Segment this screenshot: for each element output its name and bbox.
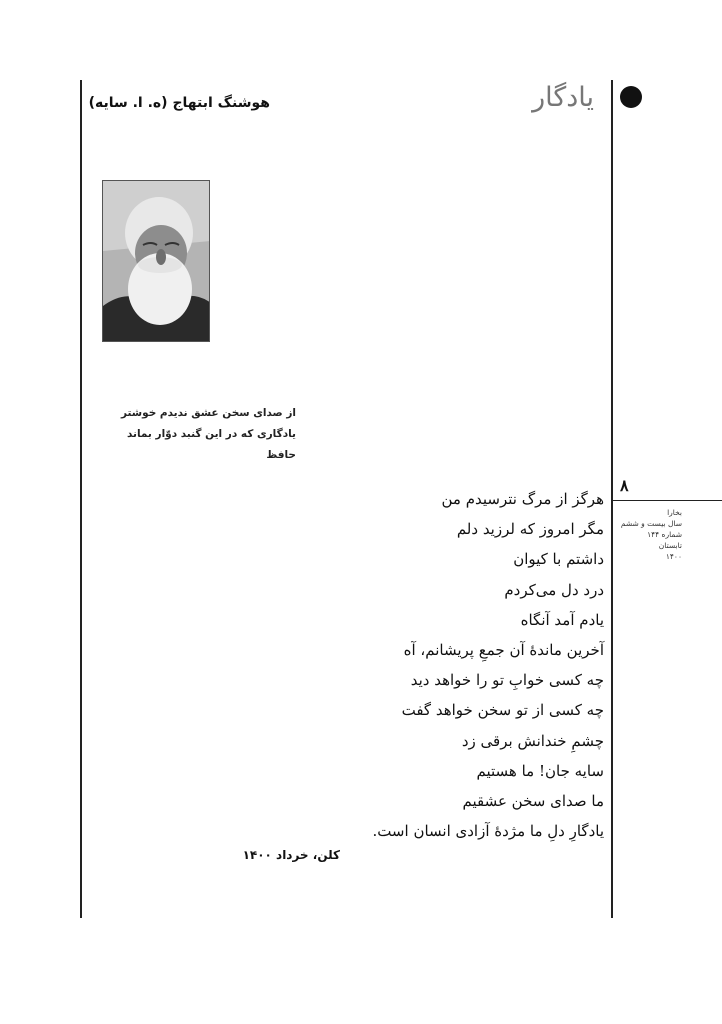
epigraph-line: یادگاری که در این گنبد دوّار بماند (126, 428, 296, 440)
poem-line: یادگارِ دلِ ما مژدهٔ آزادی انسان است. (372, 822, 604, 841)
poem-line: داشتم با کیوان (513, 550, 604, 569)
epigraph-attribution: حافظ (266, 449, 296, 461)
poem-line: سایه جان! ما هستیم (476, 761, 604, 780)
poem-line: ما صدای سخن عشقیم (462, 792, 604, 811)
poem-line: درد دل می‌کردم (504, 580, 604, 599)
journal-year: ۱۴۰۰ (665, 552, 682, 561)
poem (372, 484, 604, 846)
poem-line: آخرین ماندهٔ آن جمعِ پریشانم، آه (403, 641, 604, 660)
journal-name: بخارا (667, 508, 682, 517)
author-name: هوشنگ ابتهاج (ه. ا. سایه) (88, 95, 270, 111)
poem-signature: کلن، خرداد ۱۴۰۰ (242, 848, 340, 862)
poem-line: چه کسی از تو سخن خواهد گفت (401, 701, 604, 720)
epigraph-line: از صدای سخن عشق ندیدم خوشتر (120, 407, 296, 419)
poem-line: چه کسی خوابِ تو را خواهد دید (410, 671, 604, 690)
left-column-rule (80, 80, 82, 918)
page-number-rule (611, 500, 722, 501)
portrait-illustration (103, 181, 210, 342)
right-column-rule (611, 80, 613, 918)
portrait-photo (102, 180, 210, 342)
journal-season: تابستان (658, 541, 682, 550)
section-bullet-icon (620, 86, 642, 108)
poem-line: مگر امروز که لرزید دلم (456, 520, 604, 539)
page-number: ۸ (620, 476, 629, 495)
section-title: یادگار (532, 82, 594, 113)
journal-volume: سال بیست و ششم (620, 519, 682, 528)
poem-line: چشمِ خندانش برقی زد (461, 731, 604, 750)
epigraph (121, 403, 296, 466)
poem-line: هرگز از مرگ نترسیدم من (441, 490, 604, 508)
poem-line: یادم آمد آنگاه (520, 610, 604, 629)
journal-issue: شماره ۱۴۴ (647, 530, 682, 539)
issue-meta (621, 507, 682, 562)
